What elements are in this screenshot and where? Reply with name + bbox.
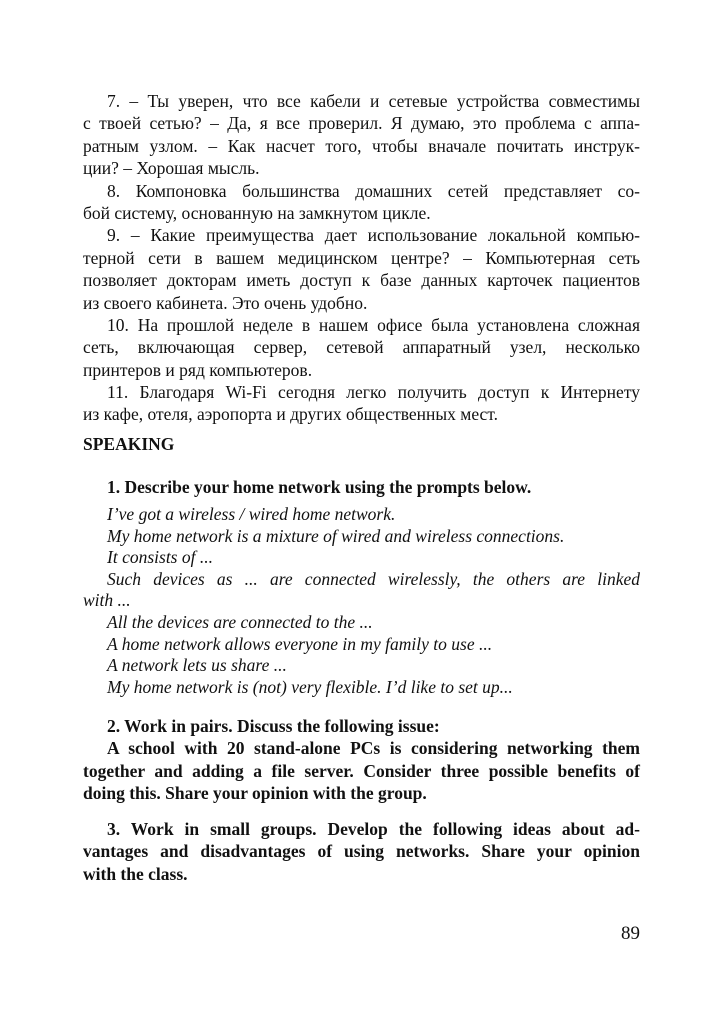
text-line: I’ve got a wireless / wired home network. bbox=[107, 504, 396, 524]
text-line: doing this. Share your opinion with the group. bbox=[83, 783, 427, 804]
task-1-prompts bbox=[83, 504, 640, 698]
text-line: 11. Благодаря Wi-Fi сегодня легко получить доступ к Интернету bbox=[107, 382, 640, 403]
text-line: 9. – Какие преимущества дает использование локальной компью- bbox=[107, 225, 640, 246]
text-line: Such devices as ... are connected wirelessly, the others are linked bbox=[107, 568, 640, 589]
text-line: A school with 20 stand-alone PCs is considering networking them bbox=[107, 738, 640, 759]
text-line: with the class. bbox=[83, 863, 188, 884]
text-line: 8. Компоновка большинства домашних сетей представляет со- bbox=[107, 180, 640, 201]
page-number: 89 bbox=[621, 923, 640, 944]
text-line: 1. Describe your home network using the prompts below. bbox=[107, 477, 532, 497]
task-2 bbox=[83, 715, 640, 805]
text-line: 7. – Ты уверен, что все кабели и сетевые устройства совместимы bbox=[107, 91, 640, 111]
text-line: A network lets us share ... bbox=[107, 655, 287, 676]
text-line: All the devices are connected to the ... bbox=[107, 611, 373, 632]
text-line: 2. Work in pairs. Discuss the following issue: bbox=[107, 716, 440, 736]
text-line: из кафе, отеля, аэропорта и других общественных мест. bbox=[83, 404, 499, 425]
text-line: vantages and disadvantages of using networks. Share your opinion bbox=[83, 841, 640, 862]
task-1-heading bbox=[83, 476, 640, 498]
text-line: My home network is (not) very flexible. I’d like to set up... bbox=[107, 676, 513, 697]
text-line: бой систему, основанную на замкнутом цикле. bbox=[83, 202, 431, 223]
text-line: ции? – Хорошая мысль. bbox=[83, 158, 260, 179]
text-line: из своего кабинета. Это очень удобно. bbox=[83, 292, 368, 313]
text-line: My home network is a mixture of wired and wireless connections. bbox=[107, 525, 565, 546]
text-line: принтеров и ряд компьютеров. bbox=[83, 359, 313, 380]
task-3 bbox=[83, 818, 640, 885]
text-line: A home network allows everyone in my family to use ... bbox=[107, 633, 493, 654]
text-line: with ... bbox=[83, 590, 131, 611]
text-line: 3. Work in small groups. Develop the following ideas about ad- bbox=[107, 819, 640, 839]
text-line: It consists of ... bbox=[107, 547, 213, 568]
text-line: терной сети в вашем медицинском центре? – Компьютерная сеть bbox=[83, 247, 640, 268]
text-line: ратным узлом. – Как насчет того, чтобы вначале почитать инструк- bbox=[83, 135, 640, 156]
text-line: together and adding a file server. Consider three possible benefits of bbox=[83, 760, 640, 781]
text-line: позволяет докторам иметь доступ к базе данных карточек пациентов bbox=[83, 270, 640, 291]
text-line: с твоей сетью? – Да, я все проверил. Я думаю, это проблема с аппа- bbox=[83, 113, 640, 134]
section-heading-speaking: SPEAKING bbox=[83, 434, 175, 454]
translation-exercise bbox=[83, 90, 640, 426]
text-line: сеть, включающая сервер, сетевой аппаратный узел, несколько bbox=[83, 337, 640, 358]
text-line: 10. На прошлой неделе в нашем офисе была установлена сложная bbox=[107, 314, 640, 335]
